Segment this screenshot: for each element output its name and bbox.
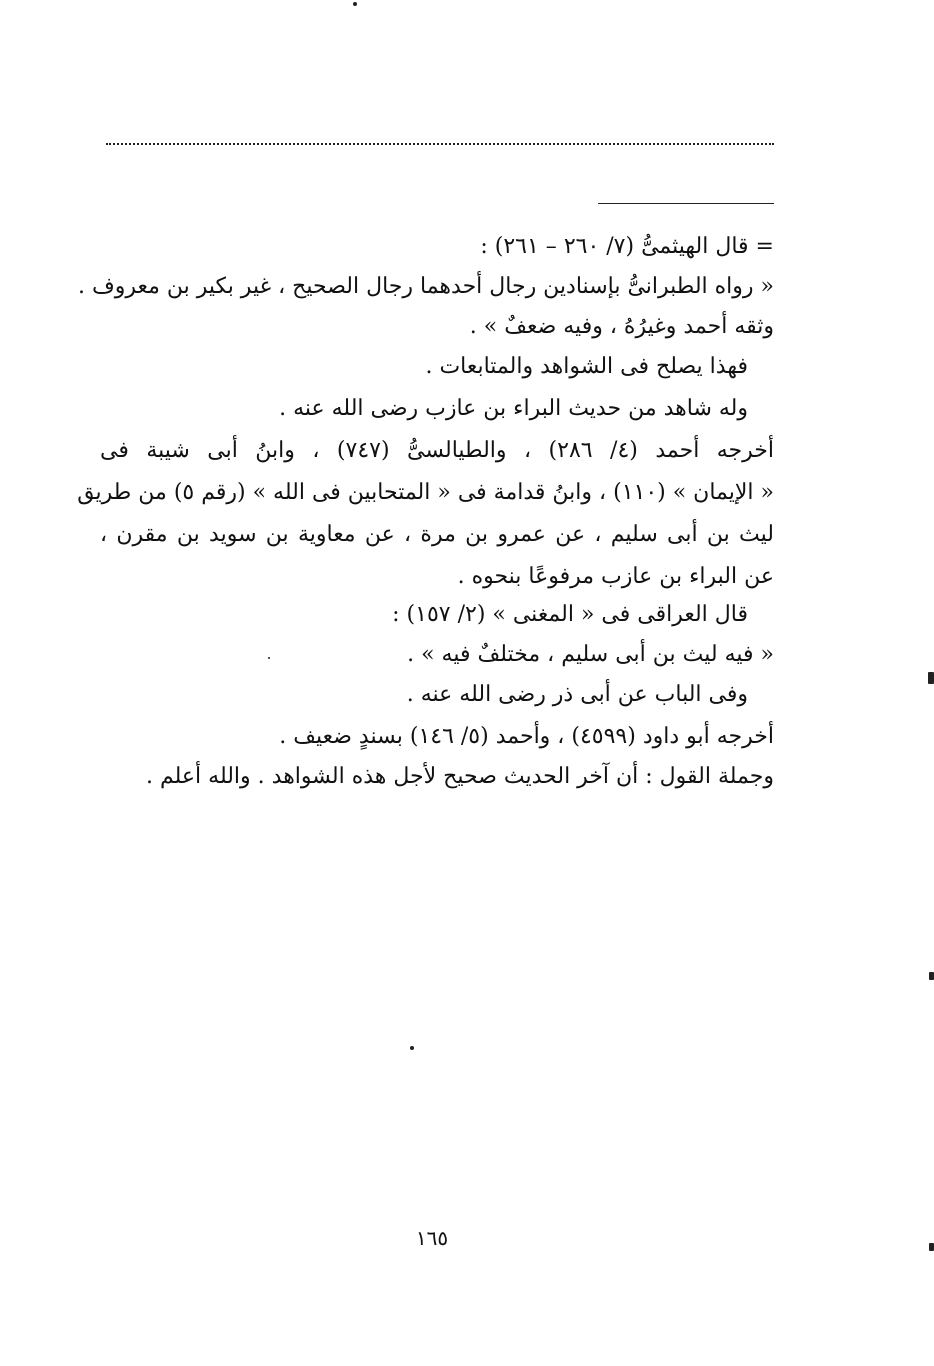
text-line: وثقه أحمد وغيرُهُ ، وفيه ضعفٌ » . [469, 314, 774, 339]
scan-speck [929, 972, 934, 980]
scan-speck [929, 1243, 934, 1251]
text-line: وله شاهد من حديث البراء بن عازب رضى الله عنه . [279, 396, 748, 421]
footnote-rule [598, 203, 774, 204]
text-line: فهذا يصلح فى الشواهد والمتابعات . [425, 354, 748, 379]
scan-speck [410, 1046, 414, 1050]
text-line: عن البراء بن عازب مرفوعًا بنحوه . [457, 564, 774, 589]
text-line: أخرجه أبو داود (٤٥٩٩) ، وأحمد (٥/ ١٤٦) بسندٍ ضعيف . [279, 724, 774, 749]
scan-speck [268, 657, 270, 659]
page-number: ١٦٥ [415, 1226, 449, 1250]
text-line: « فيه ليث بن أبى سليم ، مختلفٌ فيه » . [407, 642, 774, 667]
text-line: ليث بن أبى سليم ، عن عمرو بن مرة ، عن معاوية بن سويد بن مقرن ، [100, 522, 774, 547]
text-line: أخرجه أحمد (٤/ ٢٨٦) ، والطيالسىُّ (٧٤٧) ، وابنُ أبى شيبة فى [100, 438, 775, 463]
text-line: وجملة القول : أن آخر الحديث صحيح لأجل هذه الشواهد . والله أعلم . [146, 764, 774, 789]
scan-speck [353, 2, 357, 6]
text-line: وفى الباب عن أبى ذر رضى الله عنه . [406, 682, 748, 707]
text-line: قال العراقى فى « المغنى » (٢/ ١٥٧) : [392, 602, 748, 627]
text-line: « رواه الطبرانىُّ بإسنادين رجال أحدهما رجال الصحيح ، غير بكير بن معروف . [77, 274, 774, 299]
text-line: « الإيمان » (١١٠) ، وابنُ قدامة فى « المتحابين فى الله » (رقم ٥) من طريق [77, 480, 774, 505]
scan-speck [928, 672, 934, 684]
text-line: = قال الهيثمىُّ (٧/ ٢٦٠ – ٢٦١) : [480, 234, 774, 259]
dotted-separator [106, 143, 774, 145]
